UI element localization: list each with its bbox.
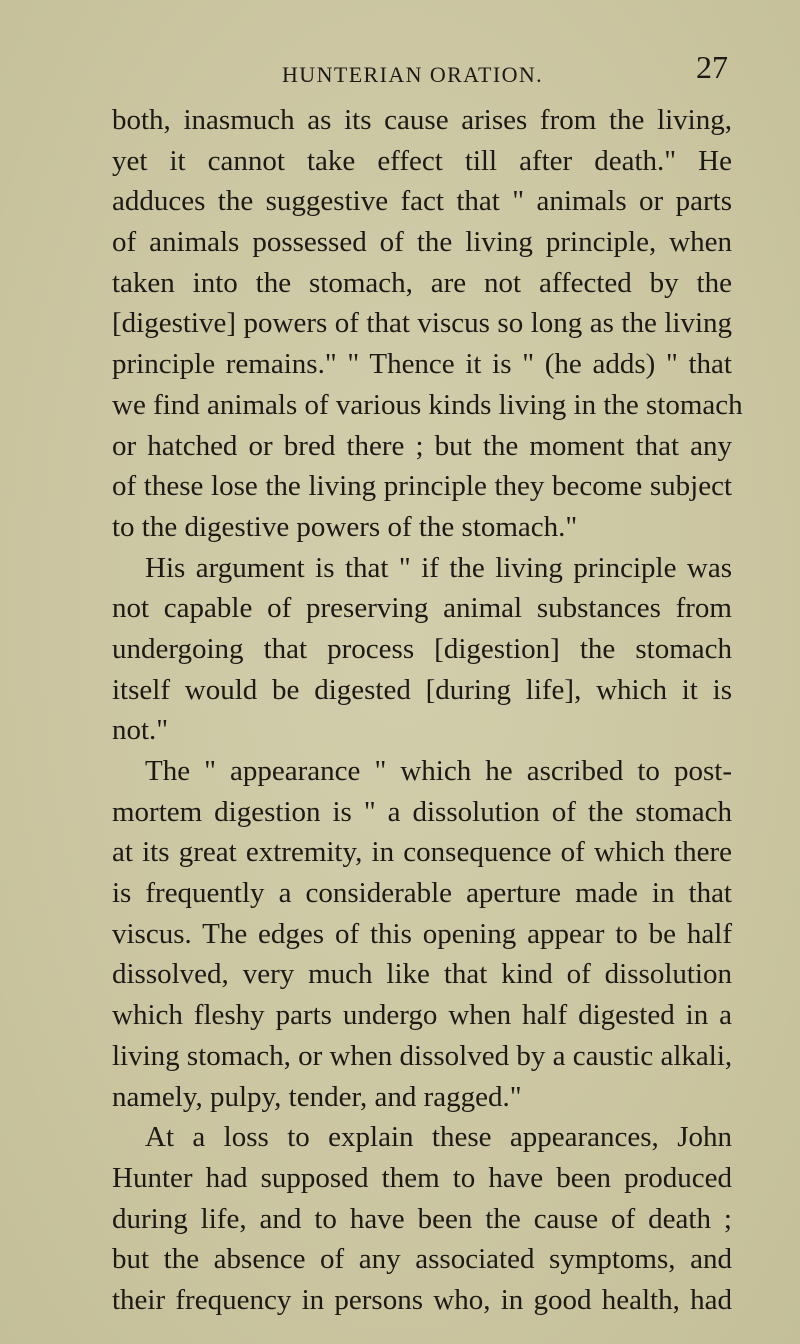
text-line: at its great extremity, in consequence of which there <box>112 836 732 869</box>
text-line: of animals possessed of the living principle, when <box>112 226 732 259</box>
text-line: but the absence of any associated symptoms, and <box>112 1243 732 1276</box>
text-line: itself would be digested [during life], which it is <box>112 673 732 706</box>
text-line: both, inasmuch as its cause arises from the living, <box>112 104 732 136</box>
text-line: mortem digestion is " a dissolution of the stomach <box>112 795 732 828</box>
page-number: 27 <box>696 49 728 85</box>
text-line: undergoing that process [digestion] the stomach <box>112 632 732 665</box>
text-line: of these lose the living principle they become subject <box>112 470 732 503</box>
text-line: during life, and to have been the cause of death ; <box>112 1202 732 1235</box>
paragraph-end-line: namely, pulpy, tender, and ragged." <box>112 1080 522 1113</box>
running-title: HUNTERIAN ORATION. <box>282 62 544 87</box>
text-line: principle remains." " Thence it is " (he adds) " that <box>112 348 732 381</box>
running-header <box>0 49 800 90</box>
text-line: adduces the suggestive fact that " animals or parts <box>112 185 732 218</box>
paragraph-start-line: At a loss to explain these appearances, John <box>145 1121 732 1154</box>
text-line: not capable of preserving animal substances from <box>112 592 732 625</box>
text-line: living stomach, or when dissolved by a caustic alkali, <box>112 1039 733 1072</box>
text-line: [digestive] powers of that viscus so long as the living <box>112 307 732 340</box>
text-line: we find animals of various kinds living in the stomach <box>112 388 743 421</box>
text-line: dissolved, very much like that kind of dissolution <box>112 958 732 991</box>
paragraph-end-line: to the digestive powers of the stomach." <box>112 510 578 543</box>
text-line: is frequently a considerable aperture made in that <box>112 877 732 910</box>
text-line: taken into the stomach, are not affected by the <box>112 266 732 299</box>
text-line: Hunter had supposed them to have been produced <box>112 1161 732 1194</box>
text-line: yet it cannot take effect till after death." He <box>112 144 732 177</box>
text-line: or hatched or bred there ; but the moment that any <box>112 429 732 462</box>
paragraph-start-line: The " appearance " which he ascribed to post- <box>145 755 732 787</box>
text-line: which fleshy parts undergo when half digested in a <box>112 999 732 1032</box>
text-line: their frequency in persons who, in good health, had <box>112 1283 732 1316</box>
paragraph-end-line: not." <box>112 714 169 747</box>
text-line: viscus. The edges of this opening appear to be half <box>112 917 732 950</box>
paragraph-start-line: His argument is that " if the living principle was <box>145 551 732 584</box>
body-text <box>112 100 743 1321</box>
